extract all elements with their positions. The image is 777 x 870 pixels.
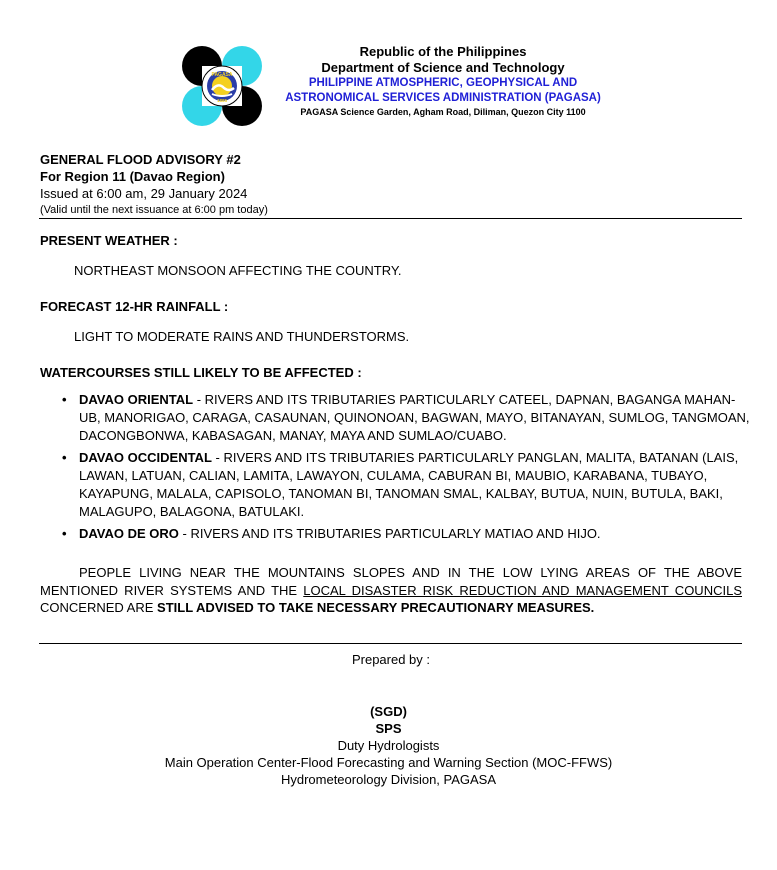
province-name: DAVAO DE ORO (79, 526, 179, 541)
header-line-department: Department of Science and Technology (321, 60, 565, 75)
forecast-heading: FORECAST 12-HR RAINFALL : (40, 299, 229, 314)
present-weather-text: NORTHEAST MONSOON AFFECTING THE COUNTRY. (74, 263, 402, 278)
header-line-republic: Republic of the Philippines (359, 44, 527, 59)
present-weather-heading: PRESENT WEATHER : (40, 233, 178, 248)
header-line-agency-2: ASTRONOMICAL SERVICES ADMINISTRATION (PAGASA) (285, 92, 601, 104)
divider-bottom (39, 643, 742, 644)
advisory-title: GENERAL FLOOD ADVISORY #2 (40, 152, 241, 167)
bullet-icon: • (62, 526, 67, 541)
list-item (62, 525, 752, 543)
advice-text-1: PEOPLE LIVING NEAR THE MOUNTAINS SLOPES AND IN THE LOW LYING AREAS OF THE ABOVE MENTIONED RIVER SYSTEMS AND THE (40, 565, 742, 598)
watercourses-heading: WATERCOURSES STILL LIKELY TO BE AFFECTED : (40, 365, 362, 380)
header-address: PAGASA Science Garden, Agham Road, Diliman, Quezon City 1100 (300, 107, 586, 117)
signature-role: Duty Hydrologists (337, 738, 440, 753)
bullet-icon: • (62, 392, 67, 407)
list-item (62, 449, 752, 521)
province-name: DAVAO OCCIDENTAL (79, 450, 212, 465)
signature-initials: SPS (375, 721, 402, 736)
advisory-validity: (Valid until the next issuance at 6:00 pm today) (40, 204, 268, 216)
divider-top (39, 218, 742, 219)
signature-sgd: (SGD) (370, 704, 407, 719)
signature-block (0, 703, 777, 788)
letterhead (0, 40, 777, 130)
logo-text: PAGASA (211, 72, 233, 78)
province-rivers: - RIVERS AND ITS TRIBUTARIES PARTICULARLY MATIAO AND HIJO. (178, 526, 601, 541)
forecast-text: LIGHT TO MODERATE RAINS AND THUNDERSTORMS. (74, 329, 410, 344)
advice-paragraph (40, 564, 742, 617)
advice-text-2: CONCERNED ARE (40, 600, 158, 615)
province-rivers: - RIVERS AND ITS TRIBUTARIES PARTICULARLY CATEEL, DAPNAN, BAGANGA MAHAN-UB, MANORIGAO, CARAGA, CASAUNAN, QUINONOAN, BAGWAN, MAYO, BITANAYAN, SUMLOG, TANGMOAN, DACONGBONWA, KABASAGAN, MANAY, MAYA AND SUMLAO/CUABO. (79, 392, 750, 443)
advice-emphasis: STILL ADVISED TO TAKE NECESSARY PRECAUTIONARY MEASURES. (157, 600, 595, 615)
province-name: DAVAO ORIENTAL (79, 392, 194, 407)
advisory-region: For Region 11 (Davao Region) (40, 169, 225, 184)
signature-section: Main Operation Center-Flood Forecasting and Warning Section (MOC-FFWS) (164, 755, 613, 770)
list-item (62, 391, 752, 445)
advisory-issued: Issued at 6:00 am, 29 January 2024 (40, 186, 248, 201)
province-rivers: - RIVERS AND ITS TRIBUTARIES PARTICULARLY PANGLAN, MALITA, BATANAN (LAIS, LAWAN, LATUAN, CALIAN, LAMITA, LAWAYON, CULAMA, CABURAN BI, MAUBIO, KARABANA, TUBAYO, KAYAPUNG, MALALA, CAPISOLO, TANOMAN BI, TANOMAN SMAL, KALBAY, BUTUA, NUIN, BUTULA, BAKI, MALAGUPO, BALAGONA, BATULAKI. (79, 450, 739, 519)
advisory-info (40, 151, 268, 218)
pagasa-logo (182, 46, 262, 126)
advice-councils: LOCAL DISASTER RISK REDUCTION AND MANAGEMENT COUNCILS (303, 582, 742, 598)
header-line-agency-1: PHILIPPINE ATMOSPHERIC, GEOPHYSICAL AND (308, 77, 578, 89)
signature-division: Hydrometeorology Division, PAGASA (280, 772, 497, 787)
letterhead-text (270, 44, 616, 119)
watercourses-list (62, 391, 752, 547)
bullet-icon: • (62, 450, 67, 465)
prepared-by-label: Prepared by : (351, 652, 431, 667)
logo-year: 1865 (216, 98, 228, 103)
